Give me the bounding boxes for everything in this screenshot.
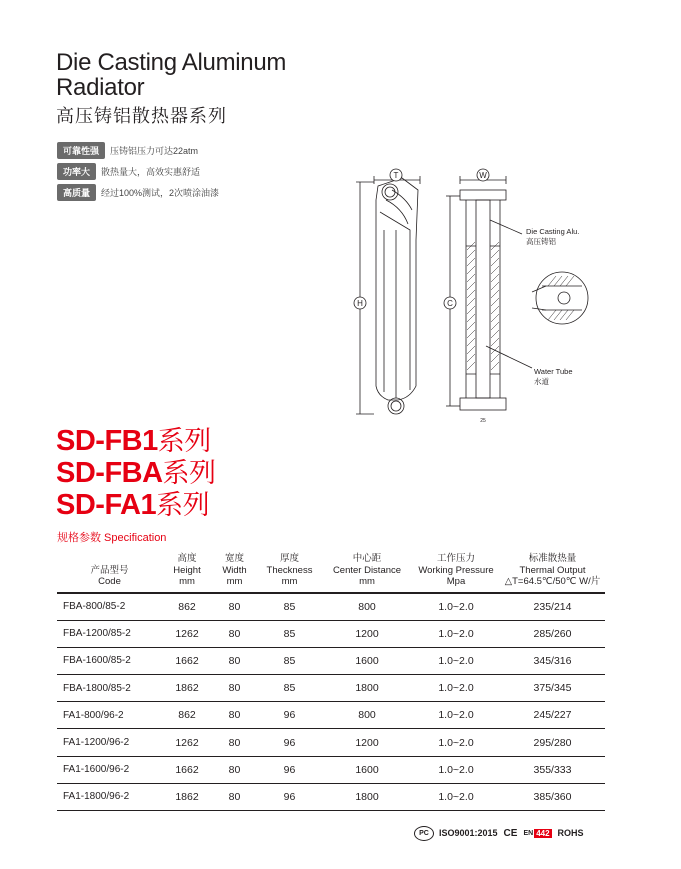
cell-center-distance: 1200 — [322, 729, 412, 756]
cell-width: 80 — [212, 783, 257, 810]
cell-height: 1662 — [162, 756, 212, 783]
column-header-thickness: 厚度 Theckness mm — [257, 551, 322, 593]
bottom-dimension-mark: 25 — [480, 418, 486, 424]
table-row — [57, 702, 605, 729]
cell-thermal-output: 345/316 — [500, 647, 605, 674]
cell-thickness: 85 — [257, 675, 322, 702]
cell-code: FBA-800/85-2 — [57, 593, 162, 621]
cell-thickness: 85 — [257, 647, 322, 674]
cell-thickness: 96 — [257, 729, 322, 756]
cell-code: FBA-1600/85-2 — [57, 647, 162, 674]
table-row — [57, 647, 605, 674]
cell-thickness: 96 — [257, 783, 322, 810]
series-line — [56, 457, 216, 489]
cell-width: 80 — [212, 702, 257, 729]
material-label-cn: 高压铸铝 — [526, 237, 556, 246]
iso-certification: ISO9001:2015 — [439, 828, 498, 838]
cell-working-pressure: 1.0~2.0 — [412, 620, 500, 647]
page-subtitle-cn: 高压铸铝散热器系列 — [56, 106, 227, 126]
cell-center-distance: 1800 — [322, 675, 412, 702]
cell-thickness: 85 — [257, 593, 322, 621]
specification-heading: 规格参数 Specification — [57, 532, 167, 544]
cell-thermal-output: 375/345 — [500, 675, 605, 702]
cell-width: 80 — [212, 647, 257, 674]
series-code: SD-FB1 — [56, 425, 158, 457]
table-row — [57, 729, 605, 756]
feature-badge: 高质量 — [57, 184, 96, 201]
cell-code: FA1-1200/96-2 — [57, 729, 162, 756]
series-line — [56, 489, 216, 521]
feature-text: 压铸铝压力可达22atm — [110, 145, 199, 156]
cell-width: 80 — [212, 675, 257, 702]
cell-thermal-output: 235/214 — [500, 593, 605, 621]
cell-thermal-output: 385/360 — [500, 783, 605, 810]
column-header-working-pressure: 工作压力 Working Pressure Mpa — [412, 551, 500, 593]
table-header-row — [57, 551, 605, 593]
cell-height: 862 — [162, 593, 212, 621]
series-names — [56, 425, 216, 521]
column-header-height: 高度 Height mm — [162, 551, 212, 593]
cell-height: 1262 — [162, 729, 212, 756]
cell-thermal-output: 245/227 — [500, 702, 605, 729]
series-line — [56, 425, 216, 457]
cell-width: 80 — [212, 756, 257, 783]
feature-text: 经过100%测试，2次喷涂油漆 — [101, 187, 220, 198]
cell-height: 1862 — [162, 783, 212, 810]
tube-label-en: Water Tube — [534, 367, 573, 376]
feature-item — [57, 140, 219, 160]
cell-thermal-output: 355/333 — [500, 756, 605, 783]
cell-center-distance: 800 — [322, 593, 412, 621]
cell-code: FA1-1600/96-2 — [57, 756, 162, 783]
cell-width: 80 — [212, 729, 257, 756]
material-label-en: Die Casting Alu. — [526, 227, 580, 236]
feature-list — [57, 140, 219, 203]
series-suffix: 系列 — [162, 458, 216, 488]
series-code: SD-FA1 — [56, 489, 157, 521]
dimension-w-label: W — [479, 171, 487, 180]
cell-thickness: 96 — [257, 702, 322, 729]
cell-width: 80 — [212, 620, 257, 647]
cell-center-distance: 1200 — [322, 620, 412, 647]
cell-center-distance: 1800 — [322, 783, 412, 810]
rohs-certification: ROHS — [557, 828, 584, 838]
cell-center-distance: 800 — [322, 702, 412, 729]
cell-working-pressure: 1.0~2.0 — [412, 783, 500, 810]
cell-thermal-output: 285/260 — [500, 620, 605, 647]
column-header-thermal-output: 标准散热量 Thermal Output △T=64.5℃/50℃ W/片 — [500, 551, 605, 593]
cell-working-pressure: 1.0~2.0 — [412, 702, 500, 729]
cell-thermal-output: 295/280 — [500, 729, 605, 756]
series-code: SD-FBA — [56, 457, 163, 489]
page-title: Die Casting Aluminum Radiator — [56, 49, 287, 101]
cell-working-pressure: 1.0~2.0 — [412, 756, 500, 783]
cell-height: 862 — [162, 702, 212, 729]
cell-width: 80 — [212, 593, 257, 621]
feature-text: 散热量大，高效实惠舒适 — [101, 166, 201, 177]
cell-code: FBA-1800/85-2 — [57, 675, 162, 702]
column-header-width: 宽度 Width mm — [212, 551, 257, 593]
ce-mark-icon: CE — [503, 827, 518, 839]
cell-thickness: 96 — [257, 756, 322, 783]
feature-item — [57, 182, 219, 202]
cell-code: FA1-800/96-2 — [57, 702, 162, 729]
feature-badge: 功率大 — [57, 163, 96, 180]
cell-code: FBA-1200/85-2 — [57, 620, 162, 647]
dimension-t-label: T — [393, 171, 399, 180]
table-row — [57, 783, 605, 810]
feature-badge: 可靠性强 — [57, 142, 105, 159]
tube-label-cn: 水道 — [534, 377, 549, 386]
cell-height: 1262 — [162, 620, 212, 647]
pc-certification-icon: PC — [414, 826, 434, 841]
cell-working-pressure: 1.0~2.0 — [412, 647, 500, 674]
certification-footer — [414, 822, 614, 844]
table-row — [57, 756, 605, 783]
cell-center-distance: 1600 — [322, 647, 412, 674]
feature-item — [57, 161, 219, 181]
dimension-c-label: C — [447, 299, 453, 308]
series-suffix: 系列 — [157, 426, 211, 456]
series-suffix: 系列 — [156, 490, 210, 520]
radiator-technical-drawing — [340, 160, 610, 430]
cell-center-distance: 1600 — [322, 756, 412, 783]
cell-working-pressure: 1.0~2.0 — [412, 675, 500, 702]
cell-code: FA1-1800/96-2 — [57, 783, 162, 810]
cell-working-pressure: 1.0~2.0 — [412, 593, 500, 621]
cell-thickness: 85 — [257, 620, 322, 647]
table-row — [57, 593, 605, 621]
cell-working-pressure: 1.0~2.0 — [412, 729, 500, 756]
cell-height: 1862 — [162, 675, 212, 702]
column-header-code: 产品型号 Code — [57, 551, 162, 593]
en442-certification-icon: EN 442 — [523, 828, 550, 838]
table-row — [57, 675, 605, 702]
dimension-h-label: H — [357, 299, 363, 308]
table-row — [57, 620, 605, 647]
column-header-center-distance: 中心距 Center Distance mm — [322, 551, 412, 593]
specification-table — [57, 551, 605, 811]
cell-height: 1662 — [162, 647, 212, 674]
